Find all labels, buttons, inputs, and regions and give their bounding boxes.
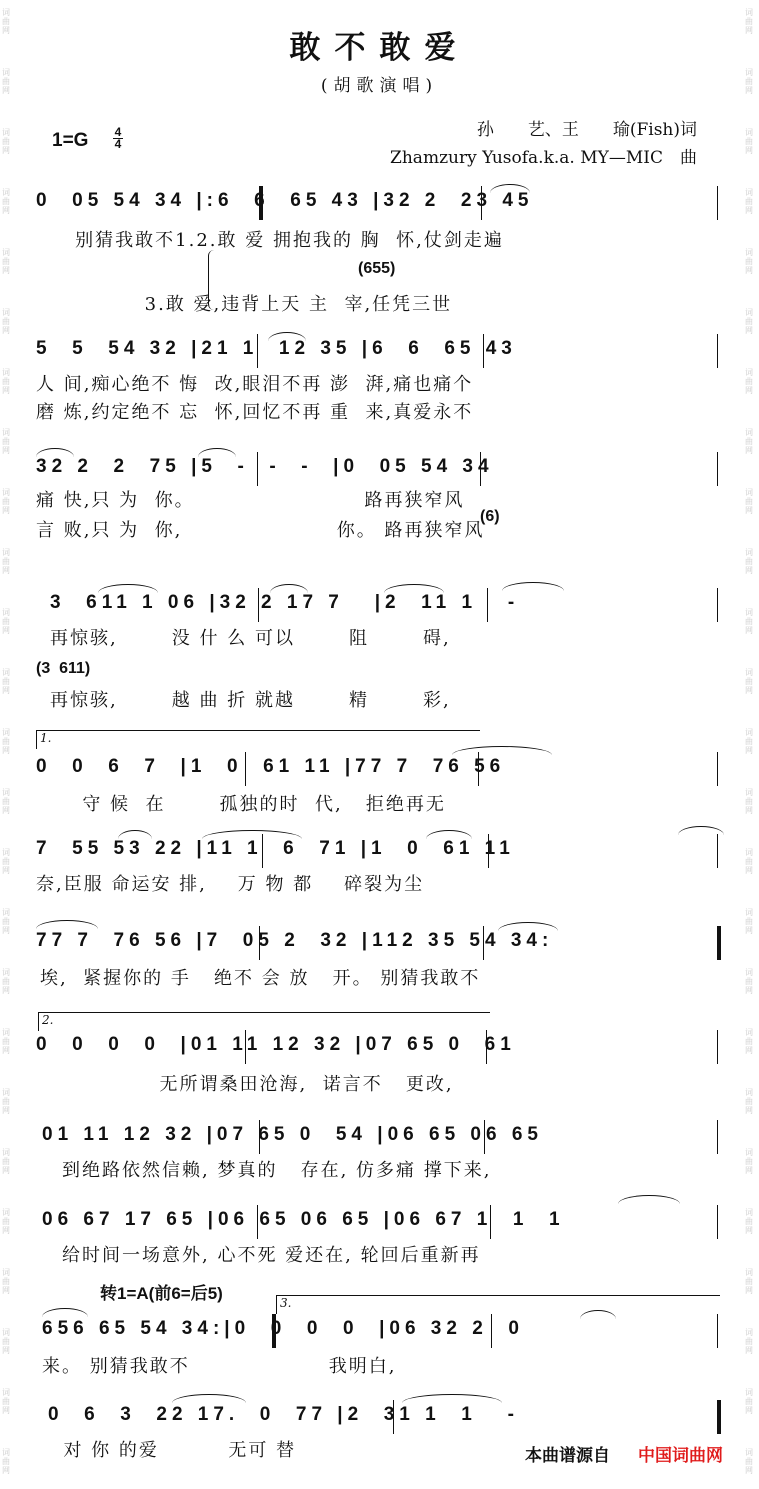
watermark-text: 词 曲 网 (2, 488, 10, 515)
slur (402, 1394, 502, 1403)
right-watermark-strip (743, 0, 759, 1489)
repeat-end-barline (717, 926, 721, 960)
notes: 0 05 54 34 |:6 6 65 43 |32 2 23 45 (36, 190, 534, 211)
watermark-text: 词 曲 网 (745, 608, 753, 635)
notes: 32 2 2 75 |5 - - - |0 05 54 34 (36, 456, 494, 477)
watermark-text: 词 曲 网 (2, 308, 10, 335)
watermark-text: 词 曲 网 (745, 788, 753, 815)
final-barline (717, 1400, 721, 1434)
time-signature (113, 127, 123, 150)
watermark-text: 词 曲 网 (2, 8, 10, 35)
watermark-text: 词 曲 网 (2, 1268, 10, 1295)
lyrics-line-1: 人 间,痴心绝不 悔 改,眼泪不再 澎 湃,痛也痛个 (36, 374, 474, 395)
watermark-text: 词 曲 网 (2, 1208, 10, 1235)
watermark-text: 词 曲 网 (2, 1448, 10, 1475)
lyrics-line-2: 磨 炼,约定绝不 忘 怀,回忆不再 重 来,真爱永不 (36, 402, 474, 423)
triplet-bracket (618, 1195, 680, 1204)
notes: 7 55 53 22 |11 1 6 71 |1 0 61 11 (36, 838, 515, 859)
alt-notes: (3 611) (36, 660, 91, 677)
watermark-text: 词 曲 网 (2, 848, 10, 875)
slur (118, 830, 152, 839)
watermark-text: 词 曲 网 (745, 908, 753, 935)
lyrics-line-2: 言 败,只 为 你, 你。 路再狭窄风 (36, 520, 485, 541)
watermark-text: 词 曲 网 (2, 668, 10, 695)
source-label: 本曲谱源自 (525, 1446, 610, 1466)
watermark-text: 词 曲 网 (745, 1268, 753, 1295)
notes: 0 0 6 7 |1 0 61 11 |77 7 76 56 (36, 756, 506, 777)
watermark-text: 词 曲 网 (2, 1148, 10, 1175)
slur (268, 332, 306, 341)
barline (717, 1205, 718, 1239)
watermark-text: 词 曲 网 (745, 548, 753, 575)
barline (717, 1030, 718, 1064)
first-ending-bracket: 1. (36, 730, 480, 749)
watermark-text: 词 曲 网 (745, 248, 753, 275)
watermark-text: 词 曲 网 (2, 548, 10, 575)
watermark-text: 词 曲 网 (2, 188, 10, 215)
notes: 0 6 3 22 17. 0 77 |2 31 1 1 - (48, 1404, 520, 1425)
watermark-text: 词 曲 网 (2, 1388, 10, 1415)
watermark-text: 词 曲 网 (745, 8, 753, 35)
watermark-text: 词 曲 网 (745, 1028, 753, 1055)
watermark-text: 词 曲 网 (745, 968, 753, 995)
lyrics: 无所谓桑田沧海, 诺言不 更改, (36, 1074, 454, 1095)
slur (36, 448, 74, 457)
watermark-text: 词 曲 网 (2, 728, 10, 755)
lyrics-line-1: 再惊骇, 没 什 么 可以 阻 碍, (50, 628, 451, 649)
barline (717, 588, 718, 622)
watermark-text: 词 曲 网 (2, 1088, 10, 1115)
time-signature-top: 4 (114, 125, 122, 139)
alt-notes: (6) (480, 508, 500, 525)
watermark-text: 词 曲 网 (745, 728, 753, 755)
lyrics-line-2: 再惊骇, 越 曲 折 就越 精 彩, (50, 690, 451, 711)
slur (98, 584, 158, 593)
slur (202, 830, 302, 839)
watermark-text: 词 曲 网 (745, 68, 753, 95)
watermark-text: 词 曲 网 (2, 1028, 10, 1055)
watermark-text: 词 曲 网 (745, 1388, 753, 1415)
lyrics: 来。 别猜我敢不 我明白, (42, 1356, 397, 1377)
barline (717, 334, 718, 368)
time-signature-bottom: 4 (114, 137, 122, 151)
notes: 5 5 54 32 |21 1 12 35 |6 6 65 43 (36, 338, 517, 359)
third-ending-bracket: 3. (276, 1295, 720, 1314)
lyrics: 守 候 在 孤独的时 代, 拒绝再无 (36, 794, 446, 815)
barline (717, 834, 718, 868)
watermark-text: 词 曲 网 (745, 488, 753, 515)
slur (36, 920, 98, 929)
composer-credit: Zhamzury Yusofa.k.a. MY—MIC 曲 (390, 148, 697, 168)
verse-brace (208, 250, 215, 310)
lyrics-line-1: 痛 快,只 为 你。 路再狭窄风 (36, 490, 465, 511)
watermark-text: 词 曲 网 (745, 1148, 753, 1175)
watermark-text: 词 曲 网 (2, 968, 10, 995)
lyrics: 给时间一场意外, 心不死 爱还在, 轮回后重新再 (62, 1245, 481, 1266)
watermark-text: 词 曲 网 (2, 128, 10, 155)
notes: 656 65 54 34:|0 0 0 0 |06 32 2 0 (42, 1318, 524, 1339)
modulation-marking: 转1=A(前6=后5) (100, 1284, 223, 1303)
notes: 0 0 0 0 |01 11 12 32 |07 65 0 61 (36, 1034, 516, 1055)
slur (426, 830, 472, 839)
watermark-text: 词 曲 网 (745, 428, 753, 455)
key-signature: 1=G (52, 130, 89, 151)
lyrics: 对 你 的爱 无可 替 (48, 1440, 297, 1461)
watermark-text: 词 曲 网 (745, 848, 753, 875)
slur (498, 922, 558, 931)
lyrics: 埃, 紧握你的 手 绝不 会 放 开。 别猜我敢不 (40, 968, 481, 989)
watermark-text: 词 曲 网 (2, 368, 10, 395)
barline (717, 186, 718, 220)
watermark-text: 词 曲 网 (2, 248, 10, 275)
watermark-text: 词 曲 网 (745, 668, 753, 695)
second-ending-bracket: 2. (38, 1012, 490, 1031)
barline (717, 1120, 718, 1154)
watermark-text: 词 曲 网 (745, 368, 753, 395)
watermark-text: 词 曲 网 (2, 608, 10, 635)
barline (717, 452, 718, 486)
slur (384, 584, 444, 593)
performer-line: (胡歌演唱) (320, 76, 439, 96)
notes: 01 11 12 32 |07 65 0 54 |06 65 06 65 (42, 1124, 543, 1145)
source-site-link[interactable]: 中国词曲网 (638, 1446, 723, 1466)
watermark-text: 词 曲 网 (745, 308, 753, 335)
watermark-text: 词 曲 网 (2, 68, 10, 95)
watermark-text: 词 曲 网 (2, 1328, 10, 1355)
song-title: 敢不敢爱 (289, 30, 470, 66)
lyrics-verse-3: 3.敢 爱,违背上天 主 宰,任凭三世 (52, 294, 453, 315)
lyricist-credit: 孙 艺、王 瑜(Fish)词 (476, 120, 697, 140)
left-watermark-strip (0, 0, 16, 1489)
lyrics: 奈,臣服 命运安 排, 万 物 都 碎裂为尘 (36, 874, 425, 895)
watermark-text: 词 曲 网 (745, 188, 753, 215)
watermark-text: 词 曲 网 (745, 128, 753, 155)
watermark-text: 词 曲 网 (745, 1328, 753, 1355)
watermark-text: 词 曲 网 (2, 788, 10, 815)
slur (490, 184, 530, 193)
watermark-text: 词 曲 网 (745, 1088, 753, 1115)
notes: 06 67 17 65 |06 65 06 65 |06 67 1 1 1 (42, 1209, 565, 1230)
watermark-text: 词 曲 网 (745, 1208, 753, 1235)
slur (502, 582, 564, 591)
notes: 3 611 1 06 |32 2 17 7 |2 11 1 - (50, 592, 520, 613)
slur (198, 448, 236, 457)
slur (42, 1308, 88, 1317)
watermark-text: 词 曲 网 (2, 908, 10, 935)
watermark-text: 词 曲 网 (745, 1448, 753, 1475)
watermark-text: 词 曲 网 (2, 428, 10, 455)
lyrics-verse-1: 别猜我敢不1.2.敢 爱 拥抱我的 胸 怀,仗剑走遍 (52, 230, 504, 251)
slur (678, 826, 724, 835)
slur (172, 1394, 246, 1403)
slur (270, 584, 308, 593)
lyrics: 到绝路依然信赖, 梦真的 存在, 仿多痛 撑下来, (62, 1160, 492, 1181)
alt-notes: (655) (358, 260, 396, 277)
barline (717, 1314, 718, 1348)
barline (717, 752, 718, 786)
notes: 77 7 76 56 |7 05 2 32 |112 35 54 34: (36, 930, 554, 951)
